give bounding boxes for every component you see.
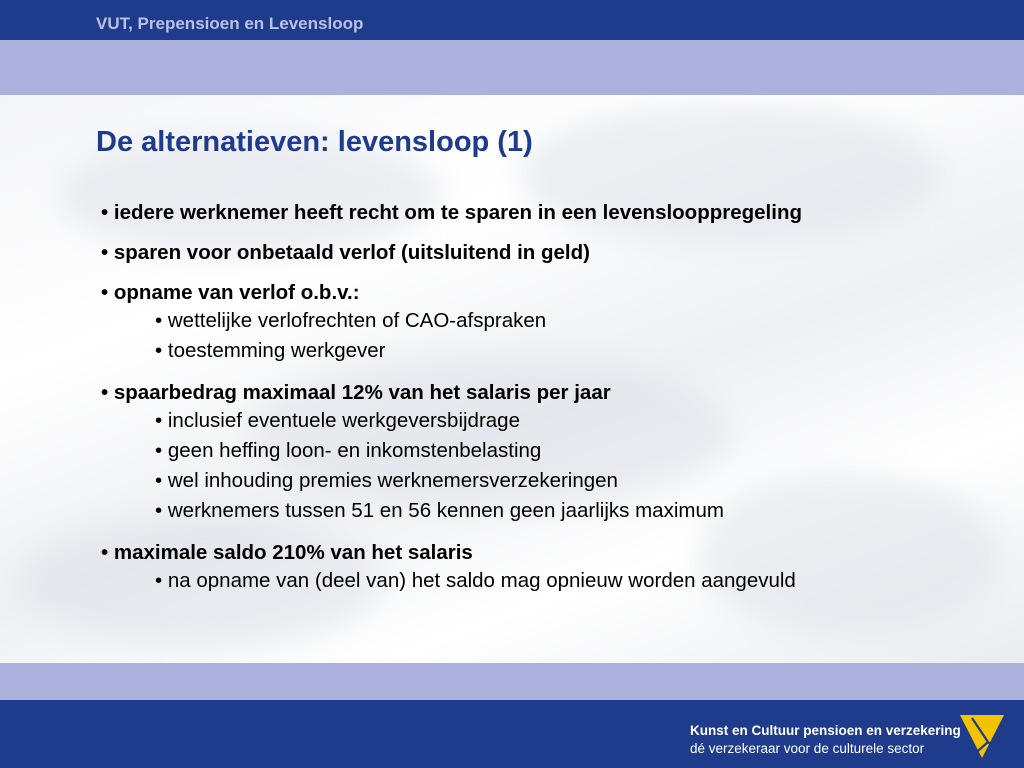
bullet-mark: •	[101, 541, 114, 564]
bullet-item	[101, 540, 1001, 566]
bullet-mark: •	[155, 309, 168, 332]
bullet-mark: •	[155, 569, 168, 592]
bullet-mark: •	[101, 281, 114, 304]
bullet-mark: •	[155, 499, 168, 522]
sub-bullet-text: inclusief eventuele werkgeversbijdrage	[167, 409, 520, 432]
bullet-group	[101, 380, 1001, 526]
bullet-text: opname van verlof o.b.v.:	[113, 281, 360, 304]
sub-bullet-text: werknemers tussen 51 en 56 kennen geen jaarlijks maximum	[167, 499, 724, 522]
sub-bullet-item	[101, 336, 1001, 366]
sub-bullet-text: wel inhouding premies werknemersverzekeringen	[167, 469, 618, 492]
sub-bullet-item	[101, 496, 1001, 526]
bullet-item	[101, 380, 1001, 406]
bullet-mark: •	[155, 409, 168, 432]
bullet-mark: •	[101, 381, 114, 404]
bullet-text: sparen voor onbetaald verlof (uitsluitend in geld)	[113, 241, 590, 264]
bullet-group	[101, 200, 1001, 226]
sub-bullet-item	[101, 306, 1001, 336]
slide-title: De alternatieven: levensloop (1)	[96, 126, 533, 158]
header-band	[0, 40, 1024, 95]
footer-tagline: dé verzekeraar voor de culturele sector	[690, 741, 925, 756]
sub-bullet-item	[101, 566, 1001, 596]
bullet-group	[101, 280, 1001, 366]
kunst-en-cultuur-logo-icon	[958, 712, 1008, 762]
bullet-item	[101, 280, 1001, 306]
bullet-group	[101, 240, 1001, 266]
sub-bullet-text: wettelijke verlofrechten of CAO-afspraken	[167, 309, 547, 332]
bullet-list	[101, 200, 1001, 610]
bullet-item	[101, 240, 1001, 266]
sub-bullet-item	[101, 406, 1001, 436]
bullet-mark: •	[155, 469, 168, 492]
bullet-group	[101, 540, 1001, 596]
bullet-mark: •	[101, 201, 114, 224]
sub-bullet-item	[101, 436, 1001, 466]
sub-bullet-text: geen heffing loon- en inkomstenbelasting	[167, 439, 542, 462]
sub-bullet-item	[101, 466, 1001, 496]
bullet-mark: •	[155, 439, 168, 462]
footer-company-name: Kunst en Cultuur pensioen en verzekering	[690, 723, 961, 738]
bullet-mark: •	[101, 241, 114, 264]
bullet-item	[101, 200, 1001, 226]
sub-bullet-text: na opname van (deel van) het saldo mag opnieuw worden aangevuld	[167, 569, 796, 592]
presentation-title: VUT, Prepensioen en Levensloop	[96, 14, 364, 33]
sub-bullet-text: toestemming werkgever	[167, 339, 386, 362]
bullet-text: iedere werknemer heeft recht om te sparen in een levenslooppregeling	[113, 201, 802, 224]
bullet-mark: •	[155, 339, 168, 362]
footer-text	[690, 722, 961, 758]
bullet-text: maximale saldo 210% van het salaris	[113, 541, 473, 564]
footer-band	[0, 663, 1024, 700]
bullet-text: spaarbedrag maximaal 12% van het salaris per jaar	[113, 381, 611, 404]
